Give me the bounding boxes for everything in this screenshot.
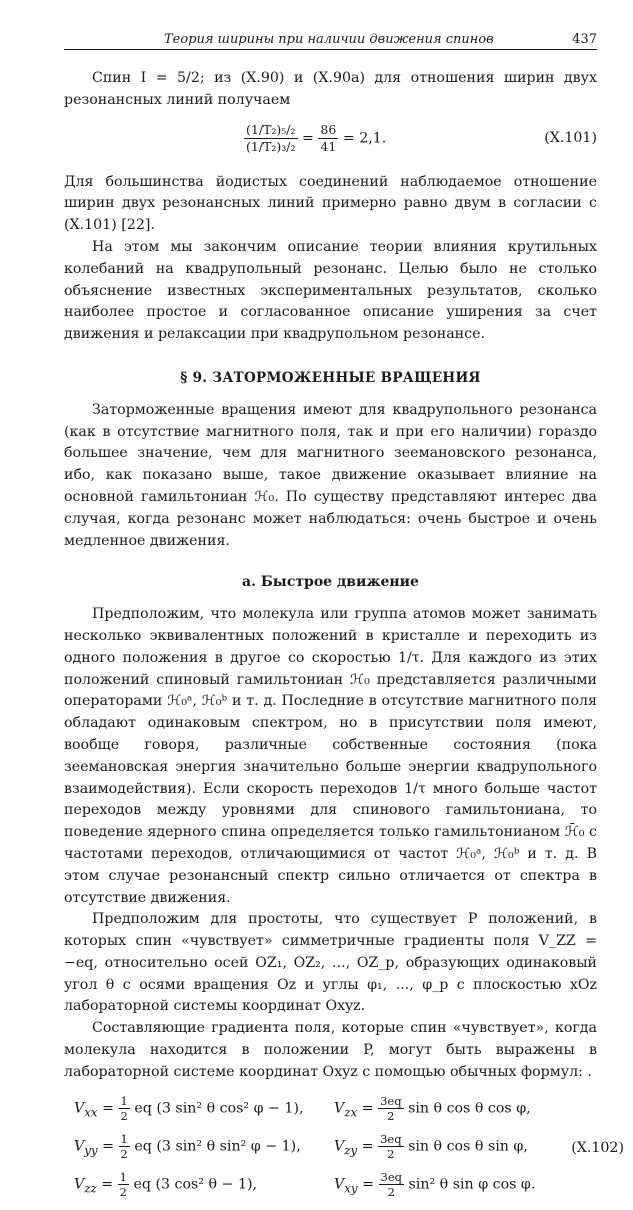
paragraph-conclusion: На этом мы закончим описание теории влияния крутильных колебаний на квадрупольный резонанс. Целью было не столько объяснение известных экспериментальных результатов, сколько наиболее простое и согласованное описание уширения за счет движения и релаксации при квадрупольном резонансе. (64, 238, 597, 343)
section-heading: § 9. ЗАТОРМОЖЕННЫЕ ВРАЩЕНИЯ (180, 369, 481, 386)
equation-x102 (64, 1093, 624, 1210)
formula-row (74, 1094, 594, 1130)
running-head-title: Теория ширины при наличии движения спинов (164, 32, 494, 47)
paragraph-components: Составляющие градиента поля, которые спин «чувствует», когда молекула находится в положении P, могут быть выражены в лабораторной системе координат Oxyz с помощью обычных формул: . (64, 1020, 597, 1080)
fraction-width-ratio (244, 122, 298, 155)
fraction-numerator: (1/T₂)₅/₂ (246, 121, 296, 137)
fraction-denominator: 41 (320, 138, 337, 154)
paragraph-fast-motion: Предположим, что молекула или группа атомов может занимать несколько эквивалентных положений в кристалле и переходить из одного положения в другое со скоростью 1/τ. Для каждого из этих положений спиновый гамильтониан ℋ₀ представляется различными операторами ℋ₀ᵃ, ℋ₀ᵇ и т. д. Последние в отсутствие магнитного поля обладают одинаковым спектром, но в присутствии поля имеют, вообще говоря, различные собственные состояния (пока зеемановская энергия значительно больше энергии квадрупольного взаимодействия). Если скорость переходов 1/τ много больше частот переходов между уровнями для спинового гамильтониана, то поведение ядерного спина определяется только гамильтонианом ℋ̄₀ с частотами переходов, отличающимися от частот ℋ₀ᵃ, ℋ₀ᵇ и т. д. В этом случае резонансный спектр сильно отличается от спектра в отсутствие движения. (64, 606, 597, 906)
formula-lhs: $V_{yy}$ = $\frac{1}{2}$ eq (3 sin² θ sin² φ − 1), (74, 1131, 301, 1161)
paragraph-positions: Предположим для простоты, что существует P положений, в которых спин «чувствует» симметричные градиенты поля V_ZZ = −eq, относительно осей OZ₁, OZ₂, ..., OZ_p, образующих одинаковый угол θ с осями вращения Oz и углы φ₁, ..., φ_p с плоскостью xOz лабораторной системы координат Oxyz. (64, 911, 597, 1015)
fraction-86-41 (318, 122, 338, 155)
subsection-heading: а. Быстрое движение (242, 574, 419, 591)
running-head (64, 28, 597, 50)
formula-rhs: $V_{zx}$ = $\frac{3eq}{2}$ sin θ cos θ cos φ, (334, 1093, 531, 1123)
equation-number: (X.102) (571, 1139, 624, 1156)
formula-row (74, 1170, 594, 1206)
formula-lhs: $V_{xx}$ = $\frac{1}{2}$ eq (3 sin² θ cos² φ − 1), (74, 1093, 304, 1123)
formula-rhs: $V_{zy}$ = $\frac{3eq}{2}$ sin θ cos θ sin φ, (334, 1131, 528, 1161)
formula-lhs: $V_{zz}$ = $\frac{1}{2}$ eq (3 cos² θ − 1), (74, 1169, 258, 1199)
paragraph-hindered-rotation: Заторможенные вращения имеют для квадрупольного резонанса (как в отсутствие магнитного поля, так и при его наличии) гораздо большее значение, чем для магнитного зеемановского резонанса, ибо, как показано выше, такое движение оказывает влияние на основной гамильтониан ℋ₀. По существу представляют интерес два случая, когда резонанс может наблюдаться: очень быстрое и очень медленное движения. (64, 401, 597, 549)
page-number: 437 (572, 32, 597, 47)
equation-x101 (64, 116, 597, 166)
paragraph-iodide: Для большинства йодистых соединений наблюдаемое отношение ширин двух резонансных линий примерно равно двум в согласии с (X.101) [22]. (64, 173, 597, 234)
fraction-denominator: (1/T₂)₃/₂ (246, 138, 296, 154)
formula-rhs: $V_{xy}$ = $\frac{3eq}{2}$ sin² θ sin φ cos φ. (334, 1169, 536, 1199)
formula-row (74, 1131, 624, 1168)
equation-result: = 2,1. (342, 130, 387, 147)
paragraph-spin: Спин I = 5/2; из (X.90) и (X.90a) для отношения ширин двух резонансных линий получаем (64, 70, 597, 108)
equation-x101-body: $\frac{\text{(1/T₂)₅/₂}}{\text{(1/T₂)₃/₂}}$ = $\frac{86}{41}$ = 2,1. (246, 121, 387, 154)
fraction-numerator: 86 (320, 121, 337, 137)
equation-number: (X.101) (544, 129, 597, 146)
